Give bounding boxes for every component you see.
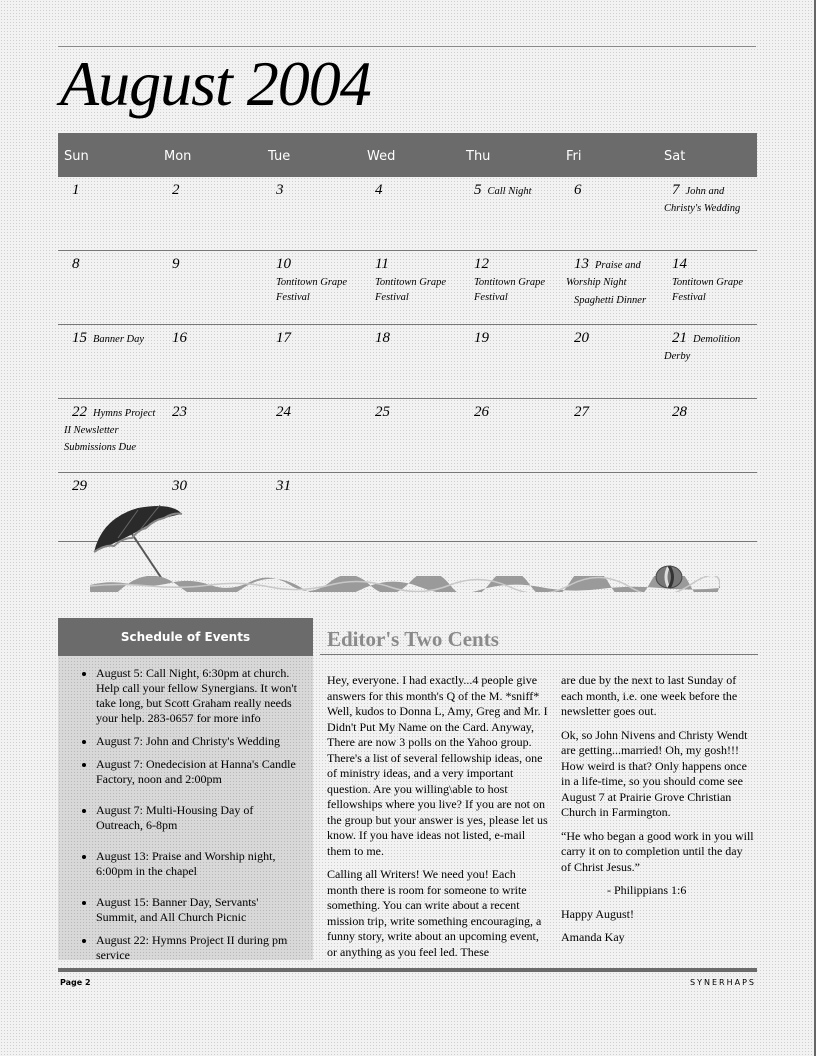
calendar-day — [664, 251, 756, 324]
weekday-mon: Mon — [164, 149, 192, 164]
schedule-item: • August 5: Call Night, 6:30pm at church. Help call your fellow Synergians. It won't take long, but Scott Graham really needs your help. 283-0657 for more info — [96, 666, 301, 726]
day-number: 16 — [172, 330, 187, 346]
calendar-day — [268, 177, 363, 250]
day-number: 5 — [474, 182, 482, 198]
weekday-wed: Wed — [367, 149, 396, 164]
day-number: 14 — [672, 256, 687, 272]
publication-name: SYNERHAPS — [690, 978, 756, 987]
sand-strip — [90, 576, 720, 592]
schedule-item: • August 15: Banner Day, Servants' Summit, and All Church Picnic — [96, 895, 301, 925]
editor-paragraph: Calling all Writers! We need you! Each month there is room for someone to write something. You can write about a recent mission trip, write something encouraging, a funny story, write about an upcoming event, or anything as you feel led. These — [327, 867, 542, 959]
signature: Amanda Kay — [561, 930, 625, 944]
calendar-event: Banner Day — [93, 334, 145, 345]
bottom-rule — [58, 968, 757, 972]
day-number: 21 — [672, 330, 687, 346]
weekday-tue: Tue — [268, 149, 291, 164]
calendar-event: Hymns Project II Newsletter Submissions Due — [64, 408, 156, 453]
day-number: 8 — [72, 256, 80, 272]
day-number: 24 — [276, 404, 291, 420]
top-rule — [58, 46, 756, 47]
calendar-day — [268, 473, 363, 546]
day-number: 10 — [276, 256, 291, 272]
day-number: 2 — [172, 182, 180, 198]
day-number: 6 — [574, 182, 582, 198]
day-number: 27 — [574, 404, 589, 420]
calendar-day — [566, 325, 660, 398]
schedule-list — [72, 666, 301, 963]
day-number: 17 — [276, 330, 291, 346]
weekday-thu: Thu — [466, 149, 491, 164]
calendar-day — [367, 251, 462, 324]
day-number: 22 — [72, 404, 87, 420]
page-number: Page 2 — [60, 978, 91, 987]
calendar-event: Tontitown Grape Festival — [474, 277, 546, 303]
editor-rule — [320, 654, 758, 655]
calendar-day — [367, 399, 462, 472]
day-number: 25 — [375, 404, 390, 420]
calendar-day — [466, 177, 562, 250]
weekday-fri: Fri — [566, 149, 582, 164]
day-number: 15 — [72, 330, 87, 346]
calendar-event: Praise and Worship Night — [566, 260, 641, 288]
calendar-day — [466, 399, 562, 472]
editor-title: Editor's Two Cents — [327, 627, 499, 651]
calendar-day — [64, 325, 160, 398]
calendar-event: Call Night — [487, 186, 532, 197]
calendar-day — [466, 325, 562, 398]
calendar-day — [367, 177, 462, 250]
calendar-week — [58, 325, 757, 399]
month-title: August 2004 — [60, 48, 371, 119]
calendar-week — [58, 251, 757, 325]
day-number: 30 — [172, 478, 187, 494]
editor-paragraph: Hey, everyone. I had exactly...4 people give answers for this month's Q of the M. *sniff* Well, kudos to Donna L, Amy, Greg and Mr. I Didn't Put My Name on the Card. Anyway, There are now 3 polls on the Yahoo group. There's a list of several fellowship ideas, one of ministry ideas, and a very important question. Are you willing\able to host fellowships where you live? If you are not on the group but your answer is yes, please let us know. If you have ideas not listed, e-mail them to me. — [327, 673, 548, 858]
calendar-day — [664, 177, 756, 250]
day-number: 11 — [375, 256, 389, 272]
weekday-sat: Sat — [664, 149, 686, 164]
schedule-title: Schedule of Events — [58, 618, 313, 656]
calendar-day — [64, 251, 160, 324]
editor-column-left — [327, 673, 549, 968]
calendar-day — [64, 399, 160, 472]
calendar-day — [367, 325, 462, 398]
calendar-event: Tontitown Grape Festival — [276, 277, 348, 303]
day-number: 3 — [276, 182, 284, 198]
calendar-day — [566, 399, 660, 472]
schedule-item: • August 13: Praise and Worship night, 6:00pm in the chapel — [96, 849, 301, 879]
day-number: 28 — [672, 404, 687, 420]
day-number: 26 — [474, 404, 489, 420]
calendar-day — [164, 177, 264, 250]
weekday-sun: Sun — [64, 149, 89, 164]
day-number: 19 — [474, 330, 489, 346]
day-number: 31 — [276, 478, 291, 494]
schedule-item: • August 7: Onedecision at Hanna's Candle Factory, noon and 2:00pm — [96, 757, 301, 787]
calendar-event: Tontitown Grape Festival — [672, 277, 744, 303]
calendar-day — [164, 399, 264, 472]
calendar-event: Tontitown Grape Festival — [375, 277, 447, 303]
calendar-day — [64, 177, 160, 250]
schedule-item: • August 22: Hymns Project II during pm service — [96, 933, 301, 963]
day-number: 20 — [574, 330, 589, 346]
calendar-day — [268, 325, 363, 398]
schedule-item: • August 7: John and Christy's Wedding — [96, 734, 301, 749]
calendar-day — [268, 399, 363, 472]
calendar-day — [566, 251, 660, 324]
calendar-day — [664, 325, 756, 398]
schedule-of-events — [58, 618, 313, 960]
calendar-day — [164, 325, 264, 398]
day-number: 13 — [574, 256, 589, 272]
verse-attribution: - Philippians 1:6 — [607, 883, 687, 897]
closing: Happy August! — [561, 906, 634, 921]
calendar-week — [58, 399, 757, 473]
day-number: 23 — [172, 404, 187, 420]
day-number: 7 — [672, 182, 680, 198]
calendar-day — [268, 251, 363, 324]
day-number: 29 — [72, 478, 87, 494]
editor-paragraph: Ok, so John Nivens and Christy Wendt are getting...married! Oh, my gosh!!! How weird is that? Only happens once in a life-time, so you should come see August 7 at Prairie Grove Christian Church in Farmington. — [561, 727, 748, 819]
editor-paragraph: “He who began a good work in you will carry it on to completion until the day of Christ Jesus.” — [561, 828, 754, 874]
calendar-day — [664, 399, 756, 472]
calendar-grid — [58, 177, 757, 546]
day-number: 12 — [474, 256, 489, 272]
editor-paragraph: are due by the next to last Sunday of each month, i.e. one week before the newsletter goes out. — [561, 673, 738, 718]
day-number: 9 — [172, 256, 180, 272]
beach-ball-icon — [654, 565, 684, 589]
calendar-day — [164, 251, 264, 324]
day-number: 1 — [72, 182, 80, 198]
schedule-item: • August 7: Multi-Housing Day of Outreach, 6-8pm — [96, 803, 301, 833]
day-number: 18 — [375, 330, 390, 346]
calendar-week — [58, 177, 757, 251]
beach-umbrella-icon — [88, 500, 188, 585]
calendar-day — [566, 177, 660, 250]
editor-column-right — [561, 673, 755, 954]
calendar-event: John and Christy's Wedding — [664, 186, 741, 214]
calendar-day — [466, 251, 562, 324]
day-number: 4 — [375, 182, 383, 198]
calendar-event: Demolition Derby — [664, 334, 741, 362]
calendar-event: Spaghetti Dinner — [574, 295, 647, 306]
calendar-header — [58, 133, 757, 177]
